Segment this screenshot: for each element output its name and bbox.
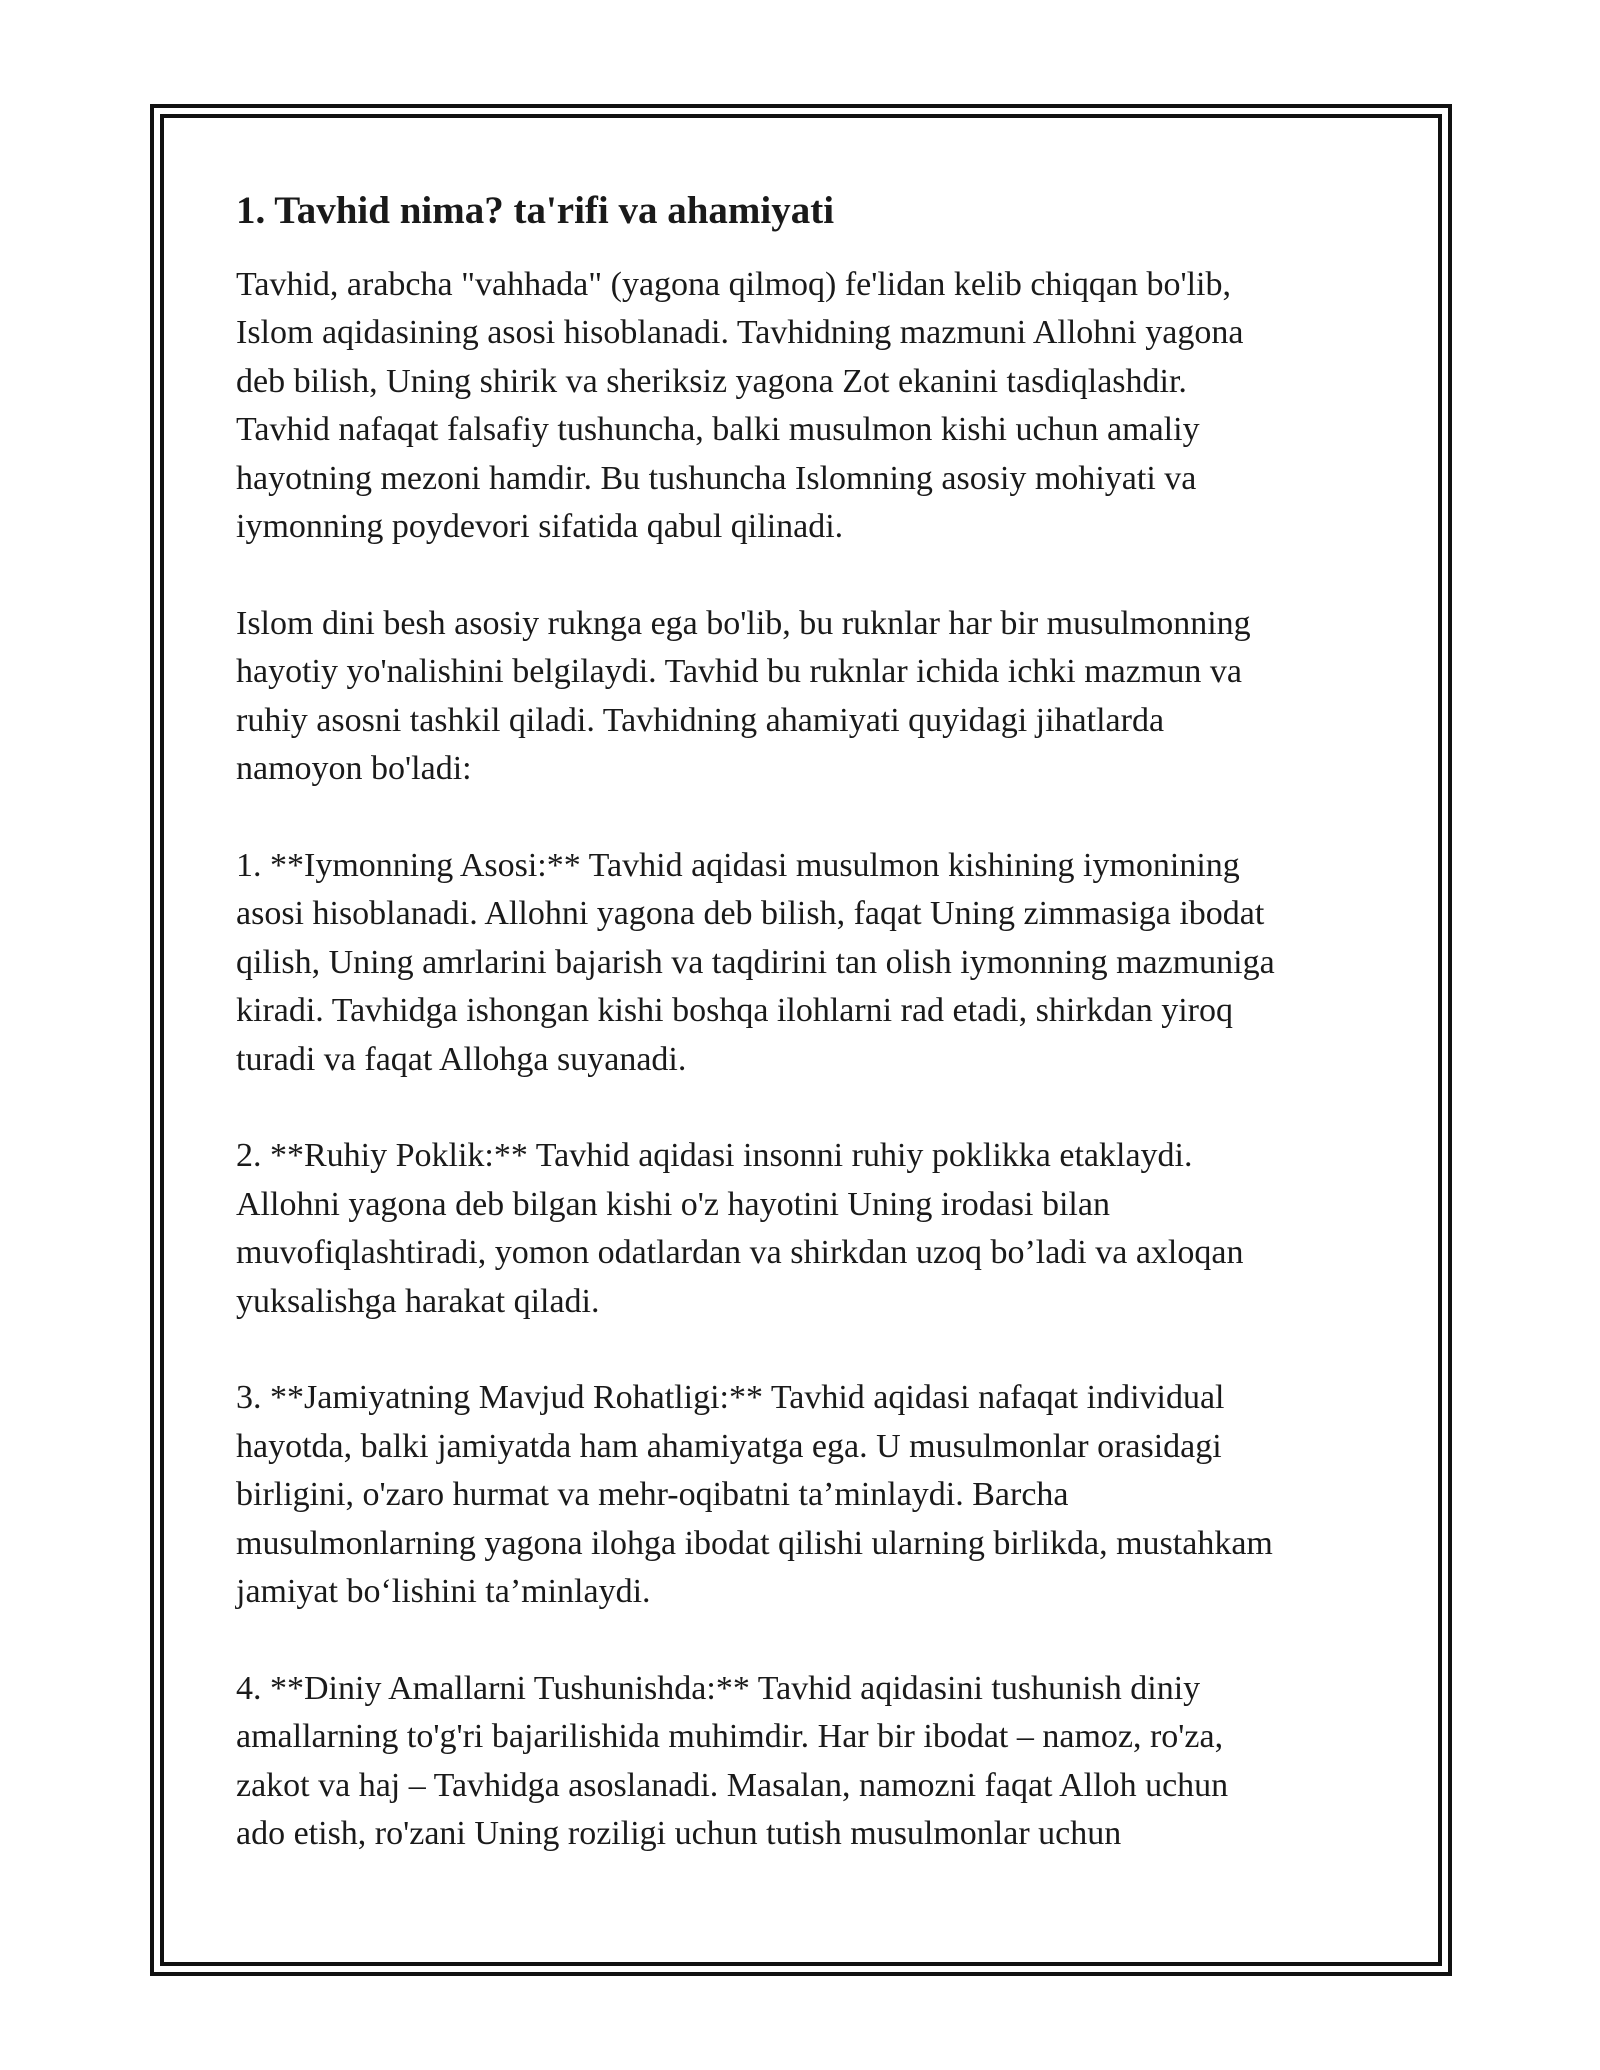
list-item-diniy-amallar: 4. **Diniy Amallarni Tushunishda:** Tavhid aqidasini tushunish diniy amallarning to'g'ri bajarilishida muhimdir. Har bir ibodat – namoz, ro'za, zakot va haj – Tavhidga asoslanadi. Masalan, namozni faqat Alloh uchun ado etish, ro'zani Uning roziligi uchun tutish musulmonlar uchun: [236, 1669, 1229, 1853]
list-item-ruhiy-poklik: 2. **Ruhiy Poklik:** Tavhid aqidasi insonni ruhiy poklikka etaklaydi. Allohni yagona deb bilgan kishi o'z hayotini Uning irodasi bilan muvofiqlashtiradi, yomon odatlardan va shirkdan uzoq bo’ladi va axloqan yuksalishga harakat qiladi.: [236, 1137, 1244, 1320]
document-body: [236, 186, 1376, 1907]
paragraph-definition: Tavhid, arabcha "vahhada" (yagona qilmoq) fe'lidan kelib chiqqan bo'lib, Islom aqidasining asosi hisoblanadi. Tavhidning mazmuni Allohni yagona deb bilish, Uning shirik va sheriksiz yagona Zot ekanini tasdiqlashdir. Tavhid nafaqat falsafiy tushuncha, balki musulmon kishi uchun amaliy hayotning mezoni hamdir. Bu tushuncha Islomning asosiy mohiyati va iymonning poydevori sifatida qabul qilinadi.: [236, 265, 1244, 546]
paragraph-pillars: Islom dini besh asosiy ruknga ega bo'lib, bu ruknlar har bir musulmonning hayotiy yo'nalishini belgilaydi. Tavhid bu ruknlar ichida ichki mazmun va ruhiy asosni tashkil qiladi. Tavhidning ahamiyati quyidagi jihatlarda namoyon bo'ladi:: [236, 604, 1251, 788]
list-item-jamiyat: 3. **Jamiyatning Mavjud Rohatligi:** Tavhid aqidasi nafaqat individual hayotda, balki jamiyatda ham ahamiyatga ega. U musulmonlar orasidagi birligini, o'zaro hurmat va mehr-oqibatni ta’minlaydi. Barcha musulmonlarning yagona ilohga ibodat qilishi ularning birlikda, mustahkam jamiyat bo‘lishini ta’minlaydi.: [236, 1379, 1273, 1611]
list-item-iymon: 1. **Iymonning Asosi:** Tavhid aqidasi musulmon kishining iymonining asosi hisoblanadi. Allohni yagona deb bilish, faqat Uning zimmasiga ibodat qilish, Uning amrlarini bajarish va taqdirini tan olish iymonning mazmuniga kiradi. Tavhidga ishongan kishi boshqa ilohlarni rad etadi, shirkdan yiroq turadi va faqat Allohga suyanadi.: [236, 846, 1275, 1078]
section-title: 1. Tavhid nima? ta'rifi va ahamiyati: [236, 189, 835, 232]
